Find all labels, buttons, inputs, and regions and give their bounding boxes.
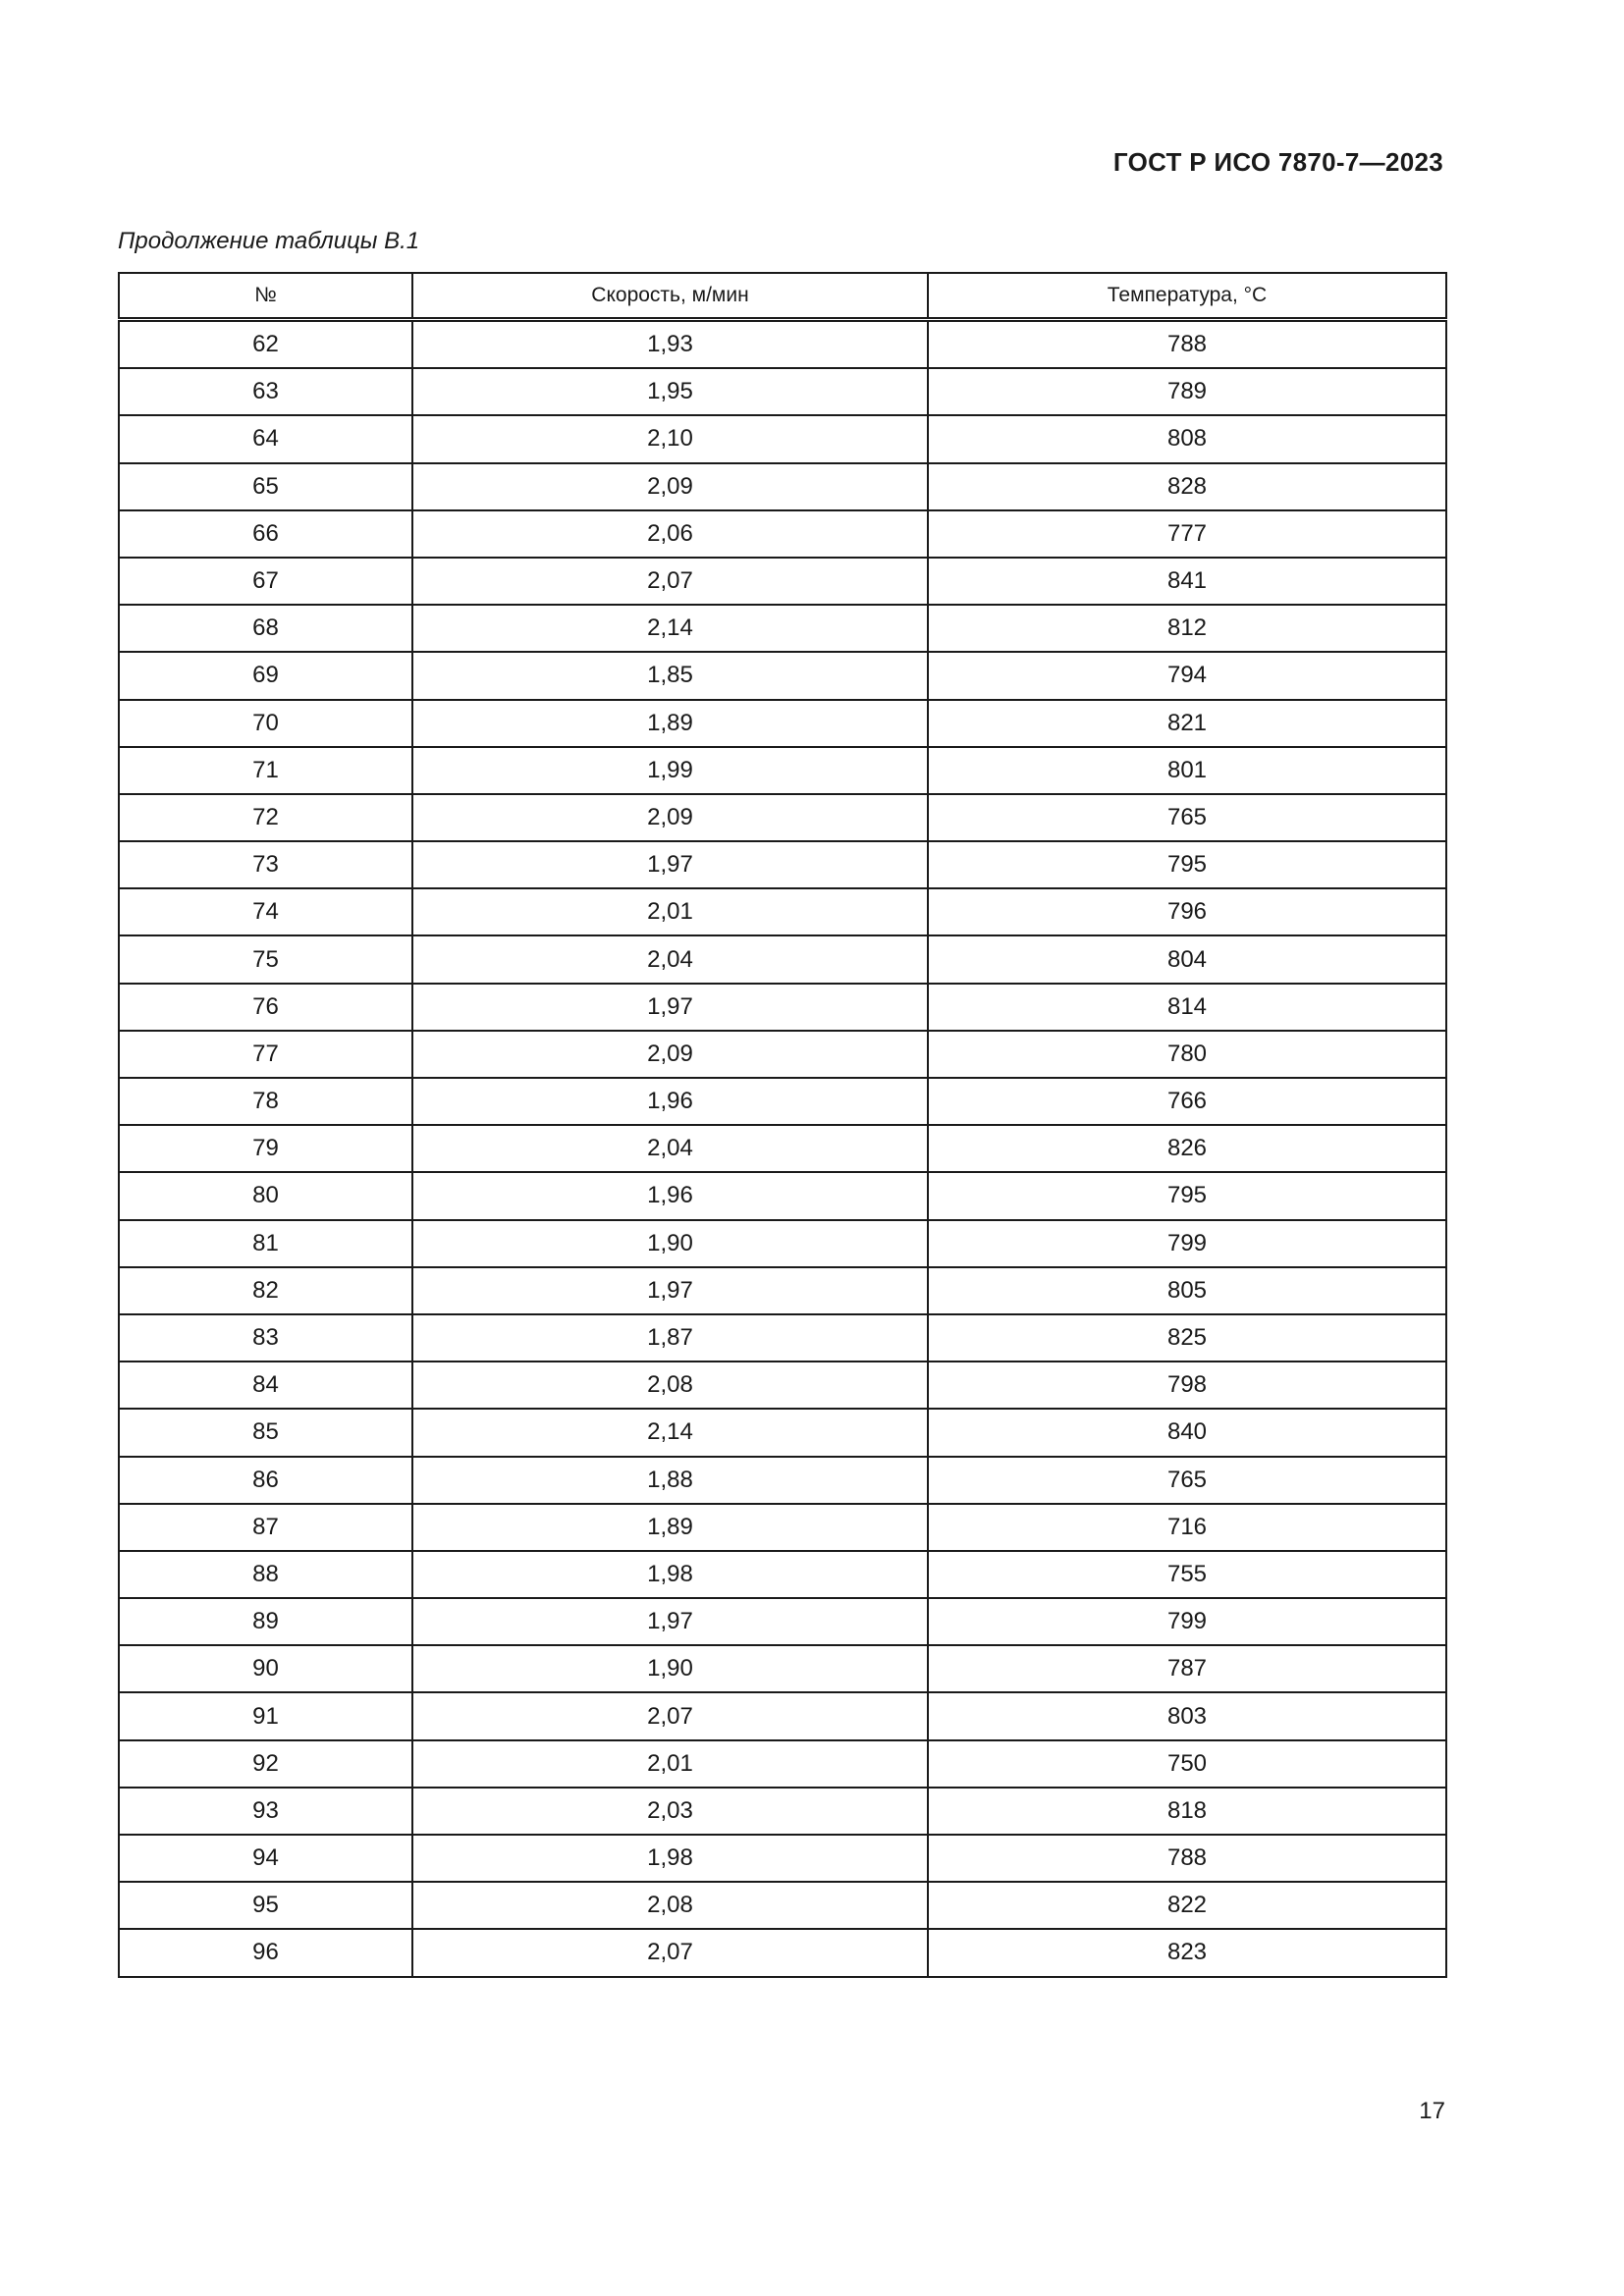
cell-temperature: 804 bbox=[928, 935, 1446, 983]
cell-number: 94 bbox=[119, 1835, 412, 1882]
cell-temperature: 803 bbox=[928, 1692, 1446, 1739]
cell-temperature: 828 bbox=[928, 463, 1446, 510]
table-row bbox=[119, 888, 1446, 935]
cell-number: 89 bbox=[119, 1598, 412, 1645]
cell-number: 67 bbox=[119, 558, 412, 605]
table-header-row bbox=[119, 273, 1446, 320]
table-row bbox=[119, 1220, 1446, 1267]
cell-temperature: 765 bbox=[928, 794, 1446, 841]
cell-temperature: 822 bbox=[928, 1882, 1446, 1929]
cell-temperature: 780 bbox=[928, 1031, 1446, 1078]
cell-speed: 2,10 bbox=[412, 415, 928, 462]
cell-speed: 1,96 bbox=[412, 1078, 928, 1125]
cell-temperature: 818 bbox=[928, 1788, 1446, 1835]
cell-temperature: 766 bbox=[928, 1078, 1446, 1125]
cell-temperature: 805 bbox=[928, 1267, 1446, 1314]
table-row bbox=[119, 463, 1446, 510]
cell-temperature: 794 bbox=[928, 652, 1446, 699]
cell-number: 92 bbox=[119, 1740, 412, 1788]
cell-temperature: 755 bbox=[928, 1551, 1446, 1598]
table-row bbox=[119, 1504, 1446, 1551]
cell-temperature: 716 bbox=[928, 1504, 1446, 1551]
cell-temperature: 765 bbox=[928, 1457, 1446, 1504]
cell-temperature: 796 bbox=[928, 888, 1446, 935]
table-row bbox=[119, 1788, 1446, 1835]
cell-speed: 2,09 bbox=[412, 794, 928, 841]
cell-temperature: 823 bbox=[928, 1929, 1446, 1976]
cell-number: 68 bbox=[119, 605, 412, 652]
cell-speed: 2,14 bbox=[412, 605, 928, 652]
cell-speed: 2,14 bbox=[412, 1409, 928, 1456]
table-caption: Продолжение таблицы В.1 bbox=[118, 228, 420, 254]
cell-number: 69 bbox=[119, 652, 412, 699]
cell-temperature: 787 bbox=[928, 1645, 1446, 1692]
table-row bbox=[119, 320, 1446, 369]
table-row bbox=[119, 1457, 1446, 1504]
cell-temperature: 789 bbox=[928, 368, 1446, 415]
cell-speed: 1,97 bbox=[412, 1598, 928, 1645]
cell-temperature: 841 bbox=[928, 558, 1446, 605]
cell-number: 82 bbox=[119, 1267, 412, 1314]
cell-number: 87 bbox=[119, 1504, 412, 1551]
table-row bbox=[119, 652, 1446, 699]
cell-number: 96 bbox=[119, 1929, 412, 1976]
cell-number: 95 bbox=[119, 1882, 412, 1929]
cell-speed: 2,01 bbox=[412, 1740, 928, 1788]
cell-number: 78 bbox=[119, 1078, 412, 1125]
cell-number: 64 bbox=[119, 415, 412, 462]
table-row bbox=[119, 558, 1446, 605]
cell-number: 91 bbox=[119, 1692, 412, 1739]
cell-speed: 2,04 bbox=[412, 1125, 928, 1172]
page-number: 17 bbox=[1419, 2098, 1445, 2124]
cell-speed: 1,88 bbox=[412, 1457, 928, 1504]
cell-speed: 2,06 bbox=[412, 510, 928, 558]
cell-number: 86 bbox=[119, 1457, 412, 1504]
table-row bbox=[119, 1645, 1446, 1692]
cell-speed: 2,07 bbox=[412, 1929, 928, 1976]
cell-temperature: 799 bbox=[928, 1598, 1446, 1645]
cell-temperature: 788 bbox=[928, 320, 1446, 369]
cell-number: 72 bbox=[119, 794, 412, 841]
cell-number: 71 bbox=[119, 747, 412, 794]
table-row bbox=[119, 984, 1446, 1031]
table-row bbox=[119, 935, 1446, 983]
table-row bbox=[119, 1362, 1446, 1409]
table-row bbox=[119, 841, 1446, 888]
cell-number: 73 bbox=[119, 841, 412, 888]
cell-speed: 2,09 bbox=[412, 1031, 928, 1078]
cell-speed: 1,99 bbox=[412, 747, 928, 794]
cell-number: 62 bbox=[119, 320, 412, 369]
cell-speed: 1,98 bbox=[412, 1551, 928, 1598]
table-row bbox=[119, 1172, 1446, 1219]
table-row bbox=[119, 1409, 1446, 1456]
cell-number: 90 bbox=[119, 1645, 412, 1692]
cell-temperature: 798 bbox=[928, 1362, 1446, 1409]
table-row bbox=[119, 1031, 1446, 1078]
column-header-number: № bbox=[119, 273, 412, 320]
table-row bbox=[119, 1267, 1446, 1314]
cell-speed: 1,97 bbox=[412, 984, 928, 1031]
cell-number: 63 bbox=[119, 368, 412, 415]
cell-number: 65 bbox=[119, 463, 412, 510]
cell-speed: 1,90 bbox=[412, 1645, 928, 1692]
table-row bbox=[119, 794, 1446, 841]
table-row bbox=[119, 415, 1446, 462]
cell-speed: 2,04 bbox=[412, 935, 928, 983]
cell-number: 76 bbox=[119, 984, 412, 1031]
cell-temperature: 808 bbox=[928, 415, 1446, 462]
cell-speed: 1,98 bbox=[412, 1835, 928, 1882]
cell-temperature: 821 bbox=[928, 700, 1446, 747]
cell-speed: 2,07 bbox=[412, 558, 928, 605]
cell-number: 79 bbox=[119, 1125, 412, 1172]
cell-number: 70 bbox=[119, 700, 412, 747]
table-row bbox=[119, 1551, 1446, 1598]
table-row bbox=[119, 368, 1446, 415]
cell-speed: 2,08 bbox=[412, 1362, 928, 1409]
table-row bbox=[119, 510, 1446, 558]
table-row bbox=[119, 700, 1446, 747]
cell-number: 80 bbox=[119, 1172, 412, 1219]
cell-speed: 1,96 bbox=[412, 1172, 928, 1219]
cell-speed: 1,93 bbox=[412, 320, 928, 369]
cell-temperature: 825 bbox=[928, 1314, 1446, 1362]
table-row bbox=[119, 1125, 1446, 1172]
table-row bbox=[119, 1598, 1446, 1645]
cell-speed: 2,07 bbox=[412, 1692, 928, 1739]
cell-speed: 2,08 bbox=[412, 1882, 928, 1929]
cell-temperature: 777 bbox=[928, 510, 1446, 558]
cell-temperature: 795 bbox=[928, 1172, 1446, 1219]
data-table bbox=[118, 272, 1447, 1978]
cell-number: 77 bbox=[119, 1031, 412, 1078]
table-row bbox=[119, 747, 1446, 794]
table-row bbox=[119, 605, 1446, 652]
cell-number: 83 bbox=[119, 1314, 412, 1362]
cell-temperature: 812 bbox=[928, 605, 1446, 652]
table-row bbox=[119, 1882, 1446, 1929]
cell-speed: 1,87 bbox=[412, 1314, 928, 1362]
cell-speed: 1,89 bbox=[412, 1504, 928, 1551]
cell-temperature: 750 bbox=[928, 1740, 1446, 1788]
document-code: ГОСТ Р ИСО 7870-7—2023 bbox=[1112, 147, 1443, 177]
cell-temperature: 801 bbox=[928, 747, 1446, 794]
cell-speed: 1,95 bbox=[412, 368, 928, 415]
column-header-speed: Скорость, м/мин bbox=[412, 273, 928, 320]
cell-temperature: 814 bbox=[928, 984, 1446, 1031]
cell-speed: 2,03 bbox=[412, 1788, 928, 1835]
cell-speed: 1,97 bbox=[412, 1267, 928, 1314]
cell-number: 84 bbox=[119, 1362, 412, 1409]
cell-number: 81 bbox=[119, 1220, 412, 1267]
cell-speed: 1,90 bbox=[412, 1220, 928, 1267]
table-row bbox=[119, 1740, 1446, 1788]
cell-speed: 2,09 bbox=[412, 463, 928, 510]
cell-speed: 2,01 bbox=[412, 888, 928, 935]
cell-number: 88 bbox=[119, 1551, 412, 1598]
cell-temperature: 795 bbox=[928, 841, 1446, 888]
cell-number: 74 bbox=[119, 888, 412, 935]
cell-speed: 1,89 bbox=[412, 700, 928, 747]
cell-speed: 1,85 bbox=[412, 652, 928, 699]
table-row bbox=[119, 1314, 1446, 1362]
cell-speed: 1,97 bbox=[412, 841, 928, 888]
cell-number: 75 bbox=[119, 935, 412, 983]
cell-temperature: 826 bbox=[928, 1125, 1446, 1172]
table-row bbox=[119, 1078, 1446, 1125]
column-header-temperature: Температура, °С bbox=[928, 273, 1446, 320]
table-row bbox=[119, 1835, 1446, 1882]
cell-number: 66 bbox=[119, 510, 412, 558]
cell-temperature: 840 bbox=[928, 1409, 1446, 1456]
cell-number: 93 bbox=[119, 1788, 412, 1835]
table-row bbox=[119, 1692, 1446, 1739]
cell-temperature: 788 bbox=[928, 1835, 1446, 1882]
cell-temperature: 799 bbox=[928, 1220, 1446, 1267]
cell-number: 85 bbox=[119, 1409, 412, 1456]
table-row bbox=[119, 1929, 1446, 1976]
table-body bbox=[119, 320, 1446, 1977]
